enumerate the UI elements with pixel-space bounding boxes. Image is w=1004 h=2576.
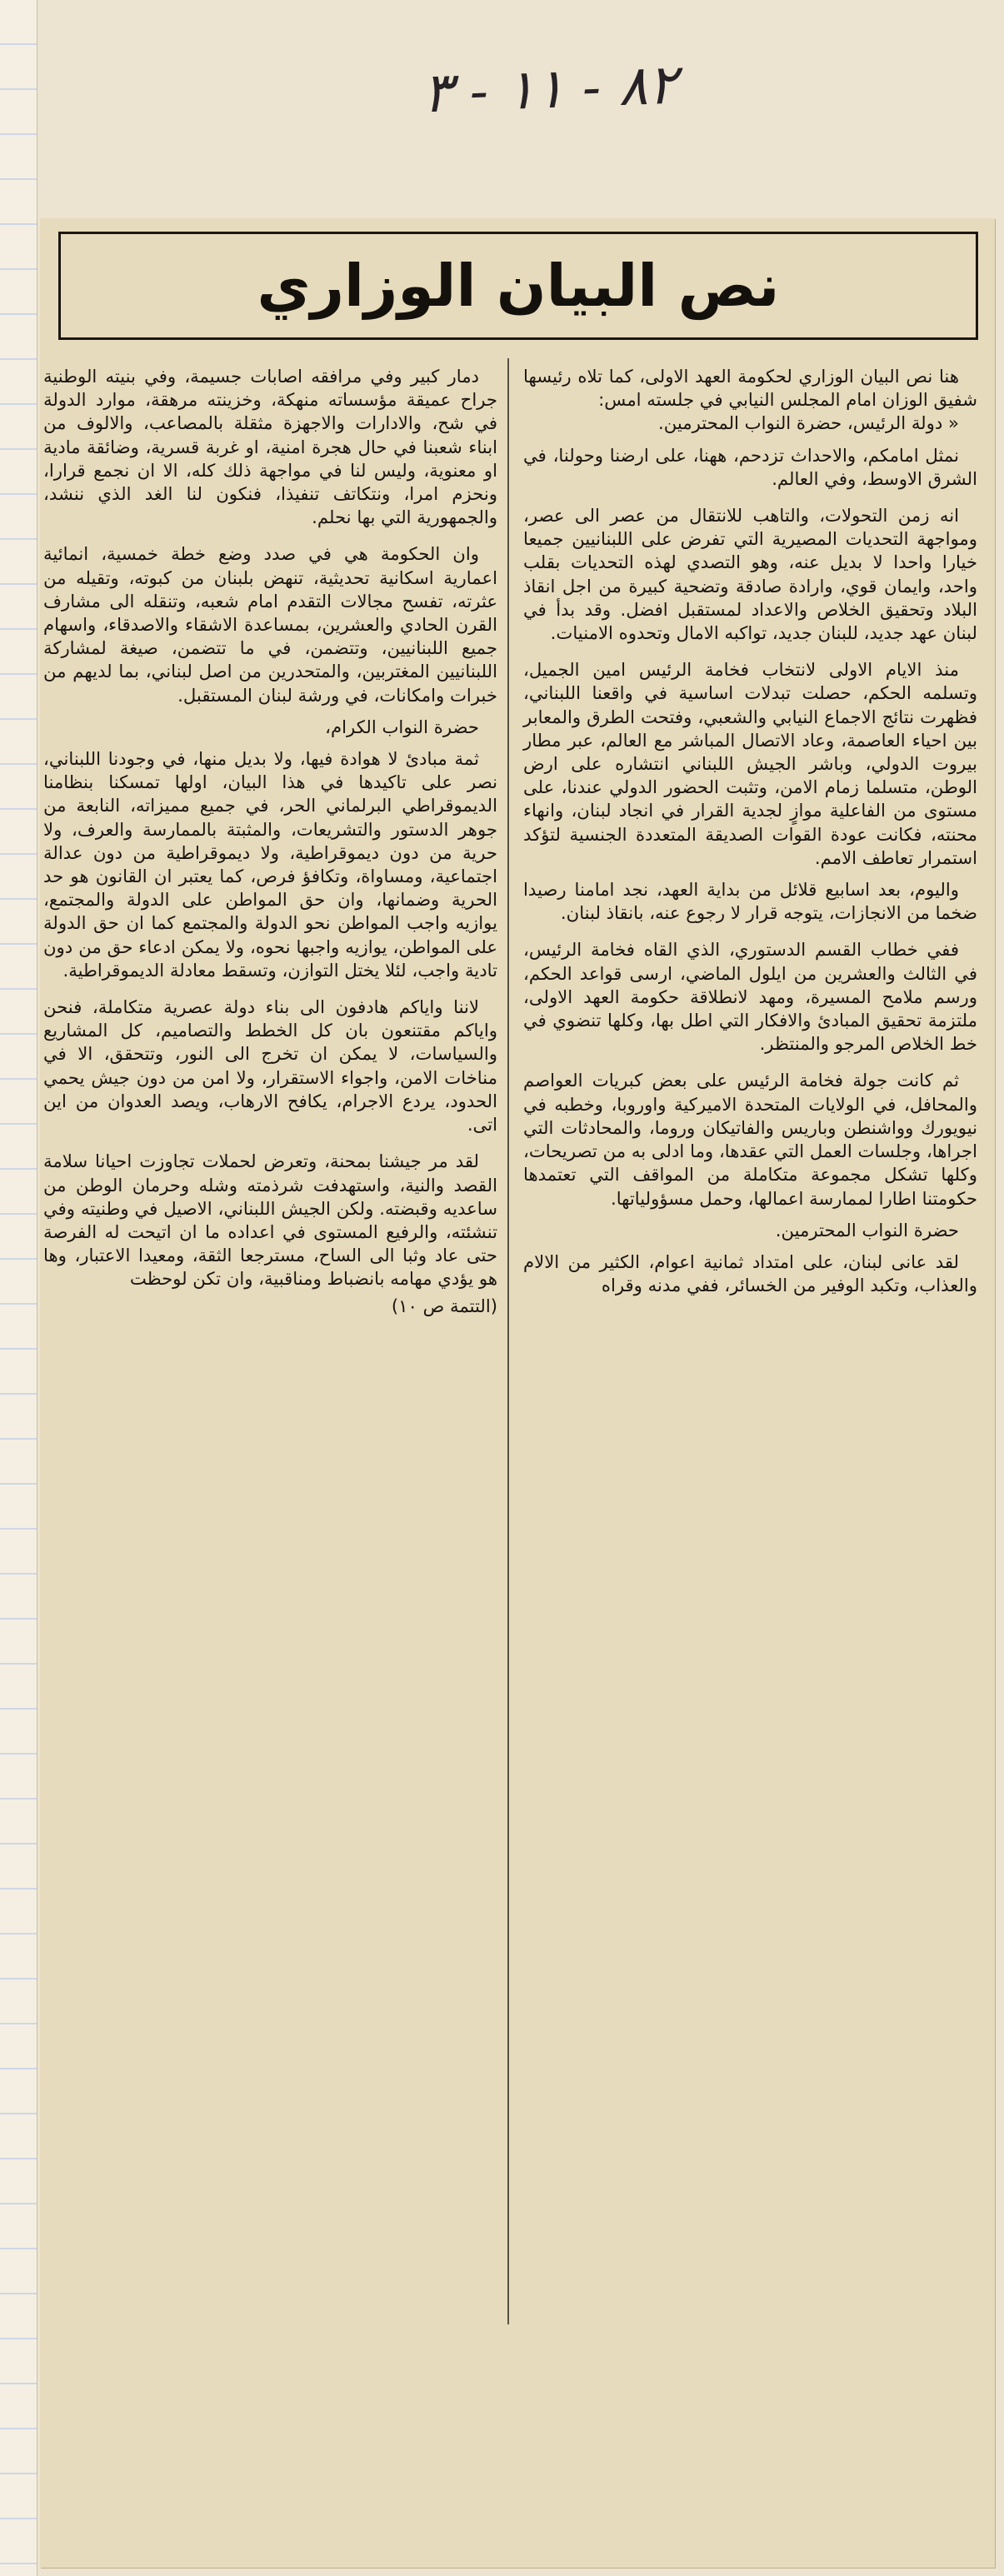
paragraph: « دولة الرئيس، حضرة النواب المحترمين.	[657, 412, 959, 434]
paragraph: واليوم، بعد اسابيع قلائل من بداية العهد، نجد امامنا رصيدا ضخما من الانجازات، يتوجه قرار لا رجوع عنه، بانقاذ لبنان.	[523, 879, 977, 924]
paragraph: لقد عانى لبنان، على امتداد ثمانية اعوام، الكثير من الالام والعذاب، وتكبد الوفير من الخسائر، ففي مدنه وقراه	[523, 1251, 977, 1296]
column-divider	[507, 358, 509, 2324]
paragraph: حضرة النواب الكرام،	[325, 716, 479, 737]
article-column-right	[523, 365, 977, 1297]
continuation-note: (التتمة ص ١٠)	[391, 1295, 497, 1316]
paragraph: انه زمن التحولات، والتاهب للانتقال من عصر الى عصر، ومواجهة التحديات المصيرية التي تفرض على اللبنانيين جميعا خيارا واحدا لا بديل عنه، وهو التصدي لهذه التحديات بقلب واحد، وايمان قوي، وارادة صادقة وتضحية كبيرة من اجل انقاذ البلاد وتحقيق الخلاص والاعداد لمستقبل افضل. وقد بدأ في لبنان عهد جديد، للبنان جديد، تواكبه الامال وتحدوه الامنيات.	[523, 505, 977, 644]
paragraph: ثم كانت جولة فخامة الرئيس على بعض كبريات العواصم والمحافل، في الولايات المتحدة الاميركية واوروبا، وخطبه في نيويورك وواشنطن وباريس والفاتيكان وروما، والمحادثات التي اجراها، وجلسات العمل التي عقدها، وما ادلى به من تصريحات، وكلها تشكل مجموعة متكاملة من المواقف التي تعتمدها حكومتنا اطارا لممارسة اعمالها، وحمل مسؤولياتها.	[523, 1070, 977, 1209]
paragraph: هنا نص البيان الوزاري لحكومة العهد الاولى، كما تلاه رئيسها شفيق الوزان امام المجلس النيابي في جلسته امس:	[523, 366, 977, 411]
paragraph: منذ الايام الاولى لانتخاب فخامة الرئيس امين الجميل، وتسلمه الحكم، حصلت تبدلات اساسية في واقعنا اللبناني، فظهرت نتائج الاجماع النيابي والشعبي، وفتحت الطرق والمعابر بين احياء العاصمة، وعاد الاتصال المباشر مع العالم، عبر مطار بيروت الدولي، وباشر الجيش اللبناني انتشاره على ارض الوطن، متسلما زمام الامن، وتثبت الحضور الدولي عندنا، على مستوى من الفاعلية موازٍ لجدية القرار في انجاد لبنان، وانهاء محنته، فكانت عودة القوات الصديقة المتعددة الجنسية لتؤكد استمرار تعاطف الامم.	[523, 659, 977, 868]
handwritten-date: ٨٢ - ١١ - ٣	[421, 52, 679, 126]
paragraph: لقد مر جيشنا بمحنة، وتعرض لحملات تجاوزت احيانا سلامة القصد والنية، واستهدفت شرذمته وشله وحرمان الوطن من ساعديه وقبضته. ولكن الجيش اللبناني، الاصيل في وطنيته وفي تنشئته، والرفيع المستوى في اعداده ما ان اتيحت له الفرصة حتى عاد وثبا الى الساح، مسترجعا الثقة، ومعيدا الاعتبار، وها هو يؤدي مهامه بانضباط ومناقبية، وان تكن لوحظت	[43, 1151, 497, 1290]
paragraph: وان الحكومة هي في صدد وضع خطة خمسية، انمائية اعمارية اسكانية تحديثية، تنهض بلبنان من كبوته، وتقيله من عثرته، تفسح مجالات التقدم امام شعبه، وتنقله الى مشارف القرن الحادي والعشرين، بمساعدة الاشقاء والاصدقاء، واسهام جميع اللبنانيين، وتتضمن، في ما تتضمن، صيغة لمشاركة اللبنانيين المغتربين، والمتحدرين من اصل لبناني، بما لديهم من خبرات وامكانات، في ورشة لبنان المستقبل.	[43, 543, 497, 706]
title-box	[58, 232, 978, 340]
article-title: نص البيان الوزاري	[257, 252, 780, 320]
paragraph: ثمة مبادئ لا هوادة فيها، ولا بديل منها، في وجودنا اللبناني، نصر على تاكيدها في هذا البيان، اولها تمسكنا بنظامنا الديموقراطي البرلماني الحر، في جميع مميزاته، النابعة من جوهر الدستور والتشريعات، والمثبتة بالممارسة والعرف، ولا حرية من دون ديموقراطية، ولا ديموقراطية من دون عدالة اجتماعية، ومساواة، وتكافؤ فرص، كما يعتبر ان القانون هو حد الحرية وضمانها، وان حق المواطن على الدولة والمجتمع، يوازيه واجب المواطن نحو الدولة والمجتمع كما ان حق الدولة على المواطن، يوازيه واجبها نحوه، ولا يمكن ادعاء حق من دون تادية واجب، لئلا يختل التوازن، وتسقط معادلة الديموقراطية.	[43, 748, 497, 981]
article-column-left	[43, 365, 497, 1318]
paragraph: نمثل امامكم، والاحداث تزدحم، ههنا، على ارضنا وحولنا، في الشرق الاوسط، وفي العالم.	[523, 444, 977, 489]
paragraph: حضرة النواب المحترمين.	[775, 1219, 959, 1241]
paragraph: ففي خطاب القسم الدستوري، الذي القاه فخامة الرئيس، في الثالث والعشرين من ايلول الماضي، ارسى قواعد الحكم، ورسم ملامح المسيرة، ومهد لانطلاقة حكومة العهد الاولى، ملتزمة تحقيق المبادئ والافكار التي اطل بها، وكلها تنضوي في خط الخلاص المرجو والمنتظر.	[523, 939, 977, 1055]
ruled-paper-edge	[0, 0, 37, 2576]
paragraph: دمار كبير وفي مرافقه اصابات جسيمة، وفي بنيته الوطنية جراح عميقة مؤسساته منهكة، وخزينته مرهقة، موارد الدولة في شح، والادارات والاجهزة مثقلة بالمصاعب، والالوف من ابناء شعبنا في حال هجرة امنية، او غربة قسرية، وضائقة مادية او معنوية، وليس لنا في مواجهة ذلك كله، الا ان نجمع قرارا، ونحزم امرا، ونتكاتف تنفيذا، فنكون لنا الغد الذي ننشد، والجمهورية التي بها نحلم.	[43, 366, 497, 528]
paragraph: لاننا واياكم هادفون الى بناء دولة عصرية متكاملة، فنحن واياكم مقتنعون بان كل الخطط والتصاميم، كل المشاريع والسياسات، لا يمكن ان تخرج الى النور، وتتحقق، الا في مناخات الامن، واجواء الاستقرار، ولا امن من دون جيش يحمي الحدود، يردع الاجرام، يكافح الارهاب، ويصد العدوان من اين اتى.	[43, 996, 497, 1136]
